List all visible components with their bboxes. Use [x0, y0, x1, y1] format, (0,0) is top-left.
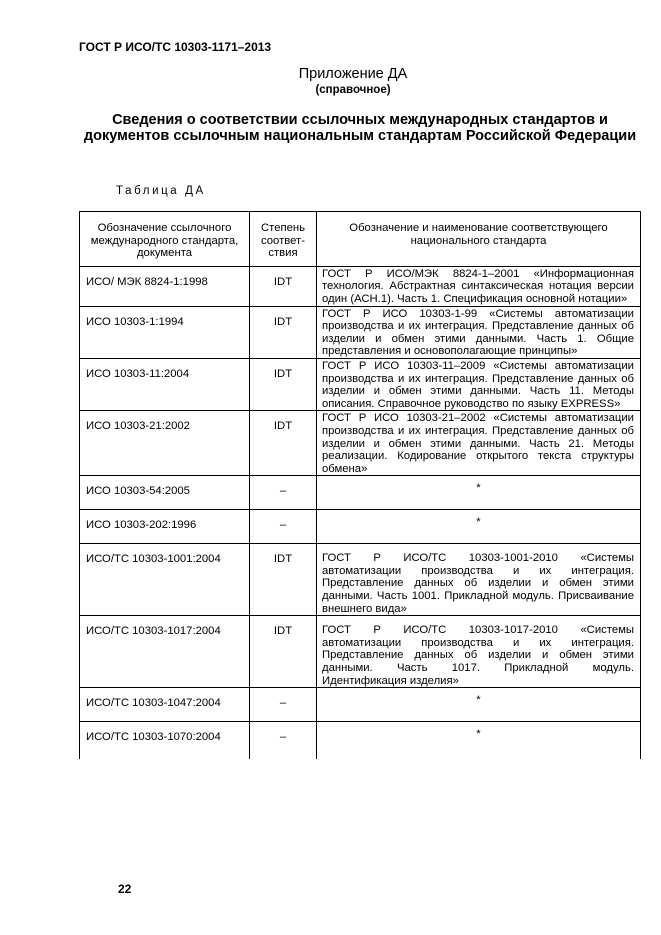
table-row — [80, 616, 641, 688]
national-cell: ГОСТ Р ИСО/МЭК 8824-1–2001 «Информационная технология. Абстрактная синтаксическая нотация версии один (АСН.1). Часть 1. Спецификация основной нотации» — [317, 266, 641, 306]
page-number: 22 — [118, 882, 132, 896]
reference-cell: ИСО 10303-21:2002 — [80, 411, 250, 476]
national-cell: ГОСТ Р ИСО 10303-11–2009 «Системы автоматизации производства и их интеграция. Представление данных об изделии и обмен этими данными. Часть 11. Методы описания. Справочное руководство по языку EXPRESS» — [317, 358, 641, 410]
section-title: Сведения о соответствии ссылочных международных стандартов и документов ссылочным национальным стандартам Российской Федерации — [83, 112, 637, 144]
table-caption: Таблица ДА — [116, 185, 206, 197]
degree-cell: – — [250, 688, 317, 722]
table-row — [80, 306, 641, 358]
header-national: Обозначение и наименование соответствующего национального стандарта — [317, 212, 641, 267]
degree-cell: IDT — [250, 266, 317, 306]
national-cell: ГОСТ Р ИСО 10303-1-99 «Системы автоматизации производства и их интеграция. Представление данных об изделии и обмен этими данными. Часть 1. Общие представления и основополагающие принципы» — [317, 306, 641, 358]
table-row — [80, 266, 641, 306]
national-cell: * — [317, 476, 641, 510]
reference-cell: ИСО/ТС 10303-1001:2004 — [80, 544, 250, 616]
degree-cell: – — [250, 722, 317, 760]
reference-cell: ИСО/ МЭК 8824-1:1998 — [80, 266, 250, 306]
reference-cell: ИСО/ТС 10303-1047:2004 — [80, 688, 250, 722]
national-cell: ГОСТ Р ИСО/ТС 10303-1017-2010 «Системы автоматизации производства и их интеграция. Представление данных об изделии и обмен этими данными. Часть 1017. Прикладной модуль. Идентификация изделия» — [317, 616, 641, 688]
degree-cell: IDT — [250, 616, 317, 688]
reference-cell: ИСО 10303-11:2004 — [80, 358, 250, 410]
running-header: ГОСТ Р ИСО/ТС 10303-1171–2013 — [79, 40, 272, 54]
table-row — [80, 476, 641, 510]
degree-cell: IDT — [250, 358, 317, 410]
reference-cell: ИСО 10303-1:1994 — [80, 306, 250, 358]
table-row — [80, 722, 641, 760]
national-cell: * — [317, 688, 641, 722]
reference-cell: ИСО 10303-54:2005 — [80, 476, 250, 510]
header-reference: Обозначение ссылочного международного стандарта, документа — [80, 212, 250, 267]
table-row — [80, 358, 641, 410]
degree-cell: – — [250, 510, 317, 544]
degree-cell: IDT — [250, 306, 317, 358]
header-degree: Степень соответ-ствия — [250, 212, 317, 267]
appendix-title: Приложение ДА — [298, 66, 408, 82]
reference-cell: ИСО/ТС 10303-1070:2004 — [80, 722, 250, 760]
degree-cell: – — [250, 476, 317, 510]
table-row — [80, 544, 641, 616]
table-row — [80, 411, 641, 476]
correspondence-table — [79, 211, 641, 759]
table-header-row — [80, 212, 641, 267]
table-row — [80, 510, 641, 544]
national-cell: * — [317, 722, 641, 760]
reference-cell: ИСО/ТС 10303-1017:2004 — [80, 616, 250, 688]
degree-cell: IDT — [250, 411, 317, 476]
table-row — [80, 688, 641, 722]
national-cell: ГОСТ Р ИСО/ТС 10303-1001-2010 «Системы автоматизации производства и их интеграция. Представление данных об изделии и обмен этими данными. Часть 1001. Прикладной модуль. Присваивание внешнего вида» — [317, 544, 641, 616]
reference-cell: ИСО 10303-202:1996 — [80, 510, 250, 544]
degree-cell: IDT — [250, 544, 317, 616]
national-cell: * — [317, 510, 641, 544]
national-cell: ГОСТ Р ИСО 10303-21–2002 «Системы автоматизации производства и их интеграция. Представление данных об изделии и обмен этими данными. Часть 21. Методы реализации. Кодирование открытого текста структуры обмена» — [317, 411, 641, 476]
appendix-subtitle: (справочное) — [315, 84, 391, 96]
